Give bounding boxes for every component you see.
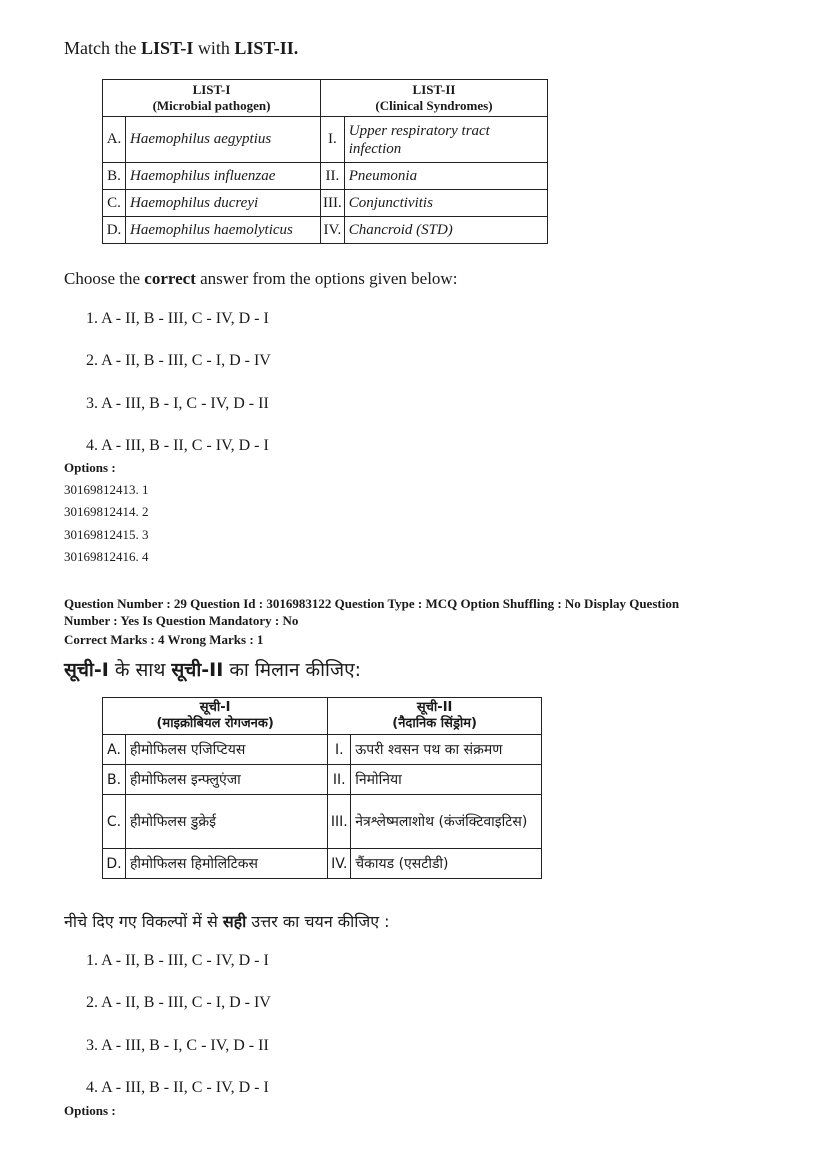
option-id-3: 30169812415. 3 xyxy=(64,527,149,542)
question-intro-hindi: सूची-I के साथ सूची-II का मिलान कीजिए: xyxy=(64,659,361,681)
list1-ref: LIST-I xyxy=(140,38,194,58)
table-row: B. Haemophilus influenzae II. Pneumonia xyxy=(103,163,548,190)
option-id-2: 30169812414. 2 xyxy=(64,504,149,519)
question-intro: Match the LIST-I with LIST-II. xyxy=(64,38,299,58)
table-row: C. हीमोफिलस डुक्रेई III. नेत्रश्लेष्मलाशोथ (कंजंक्टिवाइटिस) xyxy=(103,795,542,849)
choose-instruction-hindi: नीचे दिए गए विकल्पों में से सही उत्तर का चयन कीजिए : xyxy=(64,912,390,931)
answer-option-1: 1. A - II, B - III, C - IV, D - I xyxy=(86,310,269,327)
table-row: A. हीमोफिलस एजिप्टियस I. ऊपरी श्वसन पथ का संक्रमण xyxy=(103,735,542,765)
answer-option-3: 3. A - III, B - I, C - IV, D - II xyxy=(86,395,269,412)
table-row: D. Haemophilus haemolyticus IV. Chancroid (STD) xyxy=(103,217,548,244)
match-table xyxy=(102,79,548,244)
options-label: Options : xyxy=(64,1103,116,1118)
choose-instruction: Choose the correct answer from the options given below: xyxy=(64,269,458,288)
answer-option-3: 3. A - III, B - I, C - IV, D - II xyxy=(86,1037,269,1054)
table-row: A. Haemophilus aegyptius I. Upper respiratory tract infection xyxy=(103,117,548,163)
list2-header-hindi: सूची-II (नैदानिक सिंड्रोम) xyxy=(328,698,542,735)
table-row: C. Haemophilus ducreyi III. Conjunctivitis xyxy=(103,190,548,217)
options-label: Options : xyxy=(64,460,116,475)
option-id-4: 30169812416. 4 xyxy=(64,549,149,564)
question-meta-line-2: Number : Yes Is Question Mandatory : No xyxy=(64,613,299,628)
table-row: B. हीमोफिलस इन्फ्लुएंजा II. निमोनिया xyxy=(103,765,542,795)
list2-header: LIST-II (Clinical Syndromes) xyxy=(321,80,548,117)
table-row: D. हीमोफिलस हिमोलिटिकस IV. चैंकायड (एसटीडी) xyxy=(103,849,542,879)
list2-ref: LIST-II. xyxy=(234,38,299,58)
list1-header: LIST-I (Microbial pathogen) xyxy=(103,80,321,117)
option-id-1: 30169812413. 1 xyxy=(64,482,149,497)
answer-option-4: 4. A - III, B - II, C - IV, D - I xyxy=(86,1079,269,1096)
answer-option-4: 4. A - III, B - II, C - IV, D - I xyxy=(86,437,269,454)
answer-option-1: 1. A - II, B - III, C - IV, D - I xyxy=(86,952,269,969)
match-table-hindi xyxy=(102,697,542,879)
answer-option-2: 2. A - II, B - III, C - I, D - IV xyxy=(86,352,271,369)
answer-option-2: 2. A - II, B - III, C - I, D - IV xyxy=(86,994,271,1011)
list1-header-hindi: सूची-I (माइक्रोबियल रोगजनक) xyxy=(103,698,328,735)
question-meta-line-3: Correct Marks : 4 Wrong Marks : 1 xyxy=(64,632,264,647)
question-meta-line-1: Question Number : 29 Question Id : 3016983122 Question Type : MCQ Option Shuffling : No Display Question xyxy=(64,596,680,611)
